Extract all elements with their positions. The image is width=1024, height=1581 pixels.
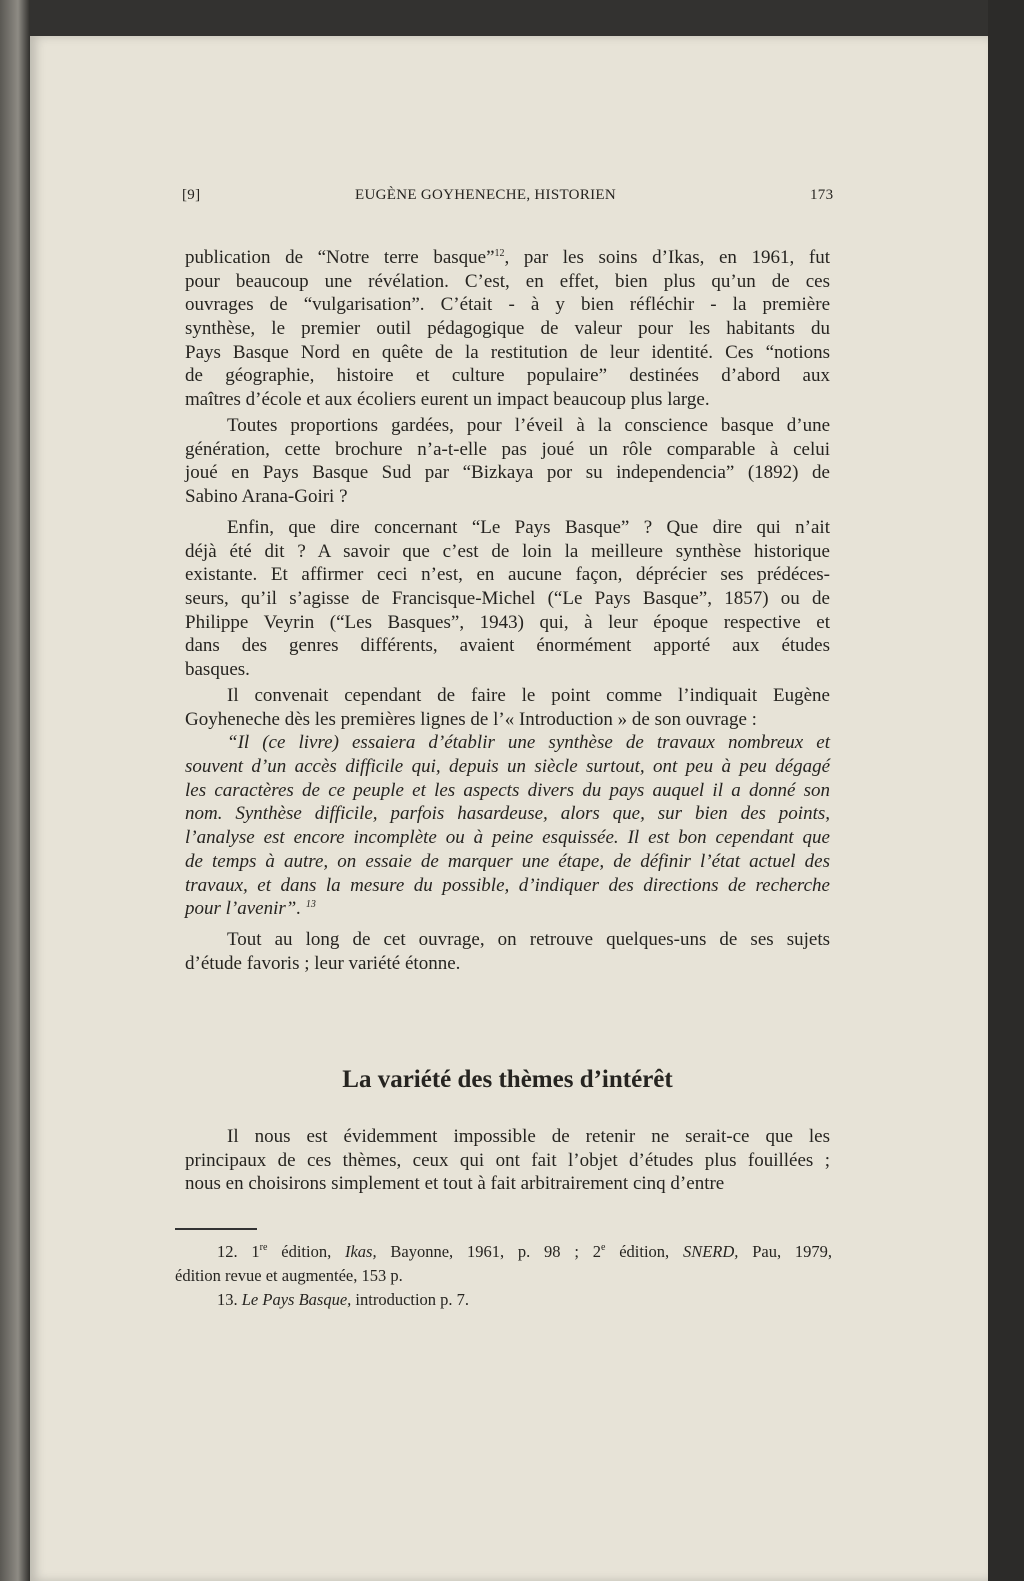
text-line	[185, 658, 830, 682]
text-line	[185, 952, 830, 976]
text-run: de temps à autre, on essaie de marquer une étape, de définir l’état actuel des	[185, 850, 830, 872]
text-run: les caractères de ce peuple et les aspects divers du pays auquel il a donné son	[185, 779, 830, 801]
text-run: édition,	[605, 1242, 683, 1261]
text-run: pour l’avenir”.	[185, 898, 306, 920]
text-run: l’analyse est encore incomplète ou à peine esquissée. Il est bon cependant que	[185, 827, 830, 849]
text-line	[185, 388, 830, 412]
text-line	[185, 438, 830, 462]
text-line	[185, 461, 830, 485]
text-line	[185, 826, 830, 850]
footnote-separator	[175, 1228, 257, 1230]
text-run: seurs, qu’il s’agisse de Francisque-Michel (“Le Pays Basque”, 1857) ou de	[185, 588, 830, 610]
text-run: Le Pays Basque,	[241, 1290, 352, 1309]
text-run: travaux, et dans la mesure du possible, d’indiquer des directions de recherche	[185, 874, 830, 896]
text-run: édition revue et augmentée, 153 p.	[175, 1265, 403, 1285]
footnote-13	[175, 1289, 832, 1313]
paragraph	[185, 928, 830, 975]
paragraph	[185, 414, 830, 509]
text-run: joué en Pays Basque Sud par “Bizkaya por su independencia” (1892) de	[185, 462, 830, 484]
text-line	[185, 563, 830, 587]
text-line	[185, 516, 830, 540]
text-run: nom. Synthèse difficile, parfois hasardeuse, alors que, sur bien des points,	[185, 803, 830, 825]
text-run: synthèse, le premier outil pédagogique de valeur pour les habitants du	[185, 318, 830, 340]
text-line	[175, 1265, 832, 1289]
text-run: 12. 1	[217, 1242, 260, 1261]
text-line	[185, 414, 830, 438]
text-line	[185, 364, 830, 388]
text-run: maîtres d’école et aux écoliers eurent un impact beaucoup plus large.	[185, 389, 710, 411]
scan-border-top	[0, 0, 1024, 36]
text-line	[175, 1241, 832, 1265]
footnote-12	[175, 1241, 832, 1288]
scan-border-right	[988, 0, 1024, 1581]
text-run: ouvrages de “vulgarisation”. C’était - à y bien réfléchir - la première	[185, 294, 830, 316]
text-line	[185, 1149, 830, 1173]
text-line	[185, 684, 830, 708]
text-run: Pays Basque Nord en quête de la restitution de leur identité. Ces “notions	[185, 341, 830, 363]
text-line	[175, 1289, 832, 1313]
page-number: 173	[810, 187, 834, 203]
text-run: édition,	[267, 1242, 345, 1261]
text-run: Bayonne, 1961, p. 98 ; 2	[376, 1242, 601, 1261]
text-line	[185, 611, 830, 635]
text-line	[185, 317, 830, 341]
text-line	[185, 779, 830, 803]
text-run: basques.	[185, 659, 250, 681]
text-run: Tout au long de cet ouvrage, on retrouve quelques-uns de ses sujets	[227, 929, 830, 950]
footnote-marker: 12	[494, 248, 505, 259]
text-run: “Il (ce livre) essaiera d’établir une synthèse de travaux nombreux et	[227, 732, 830, 754]
text-run: de géographie, histoire et culture populaire” destinées d’abord aux	[185, 365, 830, 387]
text-run: principaux de ces thèmes, ceux qui ont fait l’objet d’études plus fouillées ;	[185, 1149, 830, 1171]
text-run: Pau, 1979,	[738, 1242, 833, 1261]
text-run: déjà été dit ? A savoir que c’est de loin la meilleure synthèse historique	[185, 540, 830, 562]
text-run: dans des genres différents, avaient énormément apporté aux études	[185, 635, 830, 657]
text-line	[185, 928, 830, 952]
paragraph	[185, 516, 830, 682]
text-line	[185, 731, 830, 755]
text-run: génération, cette brochure n’a-t-elle pas joué un rôle comparable à celui	[185, 438, 830, 460]
text-run: Toutes proportions gardées, pour l’éveil à la conscience basque d’une	[227, 415, 830, 436]
text-line	[185, 341, 830, 365]
text-line	[185, 897, 830, 921]
text-line	[185, 1125, 830, 1149]
text-run: Il nous est évidemment impossible de retenir ne serait-ce que les	[227, 1126, 830, 1147]
text-line	[185, 540, 830, 564]
text-line	[185, 634, 830, 658]
scan-border-left	[0, 0, 30, 1581]
text-run: publication de “Notre terre basque”	[185, 247, 495, 268]
text-run: Il convenait cependant de faire le point comme l’indiquait Eugène	[227, 685, 830, 706]
footnote-marker: 13	[305, 899, 316, 911]
text-line	[185, 587, 830, 611]
text-line	[185, 802, 830, 826]
text-run: nous en choisirons simplement et tout à fait arbitrairement cinq d’entre	[185, 1173, 725, 1195]
footnote-marker: re	[259, 1242, 268, 1253]
running-head-section: [9]	[182, 187, 201, 203]
text-run: souvent d’un accès difficile qui, depuis un siècle surtout, ont peu à peu dégagé	[185, 756, 830, 778]
text-line	[185, 1172, 830, 1196]
text-line	[185, 874, 830, 898]
text-run: d’étude favoris ; leur variété étonne.	[185, 952, 461, 974]
text-line	[185, 293, 830, 317]
text-run: 13.	[217, 1290, 242, 1309]
running-head-title: EUGÈNE GOYHENECHE, HISTORIEN	[355, 187, 617, 203]
text-run: introduction p. 7.	[351, 1290, 470, 1309]
text-run: SNERD,	[682, 1242, 739, 1261]
paragraph	[185, 684, 830, 731]
section-heading: La variété des thèmes d’intérêt	[342, 1066, 673, 1093]
text-line	[185, 270, 830, 294]
footnote-marker: e	[600, 1242, 606, 1253]
paragraph	[185, 246, 830, 412]
text-line	[185, 850, 830, 874]
text-run: existante. Et affirmer ceci n’est, en aucune façon, déprécier ses prédéces-	[185, 564, 830, 586]
text-run: Philippe Veyrin (“Les Basques”, 1943) qui, à leur époque respective et	[185, 611, 830, 633]
text-line	[185, 755, 830, 779]
text-run: Ikas,	[344, 1242, 377, 1261]
text-run: Sabino Arana-Goiri ?	[185, 486, 348, 508]
text-run: Goyheneche dès les premières lignes de l’« Introduction » de son ouvrage :	[185, 708, 757, 730]
text-line	[185, 485, 830, 509]
text-run: , par les soins d’Ikas, en 1961, fut	[504, 247, 830, 268]
text-line	[185, 708, 830, 732]
text-run: pour beaucoup une révélation. C’est, en effet, bien plus qu’un de ces	[185, 270, 830, 292]
text-run: Enfin, que dire concernant “Le Pays Basque” ? Que dire qui n’ait	[227, 517, 830, 538]
block-quote	[185, 731, 830, 921]
paragraph	[185, 1125, 830, 1196]
text-line	[185, 246, 830, 270]
